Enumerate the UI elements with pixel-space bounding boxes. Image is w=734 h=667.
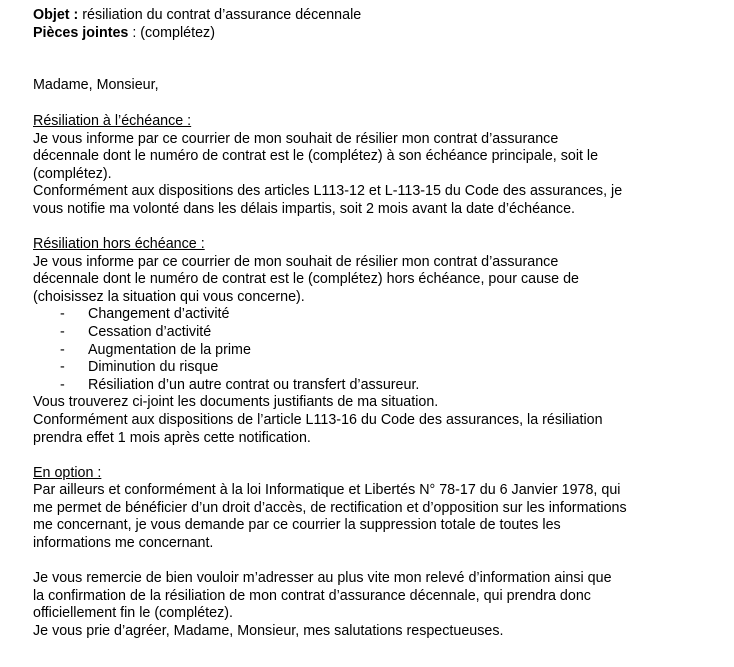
bullet-marker: - <box>60 342 65 358</box>
bullet-marker: - <box>60 324 65 340</box>
section-option-line: informations me concernant. <box>33 535 214 551</box>
closing-line: Je vous prie d’agréer, Madame, Monsieur, mes salutations respectueuses. <box>33 623 504 639</box>
closing-line: la confirmation de la résiliation de mon contrat d’assurance décennale, qui prendra donc <box>33 588 591 604</box>
bullet-item: Résiliation d’un autre contrat ou transfert d’assureur. <box>88 377 420 393</box>
section-option-line: me permet de bénéficier d’un droit d’accès, de rectification et d’opposition sur les informations <box>33 500 627 516</box>
bullet-item: Cessation d’activité <box>88 324 212 340</box>
section-echeance-line: (complétez). <box>33 166 112 182</box>
pieces-jointes-label: Pièces jointes <box>33 25 129 41</box>
section-option-title: En option : <box>33 465 102 481</box>
section-hors-echeance-line: décennale dont le numéro de contrat est le (complétez) hors échéance, pour cause de <box>33 271 579 287</box>
section-option-line: Par ailleurs et conformément à la loi Informatique et Libertés N° 78-17 du 6 Janvier 1978, qui <box>33 482 621 498</box>
closing-line: officiellement fin le (complétez). <box>33 605 233 621</box>
bullet-marker: - <box>60 359 65 375</box>
section-hors-echeance-line: Vous trouverez ci-joint les documents justifiants de ma situation. <box>33 394 439 410</box>
section-hors-echeance-title: Résiliation hors échéance : <box>33 236 205 252</box>
section-hors-echeance-line: (choisissez la situation qui vous concerne). <box>33 289 305 305</box>
section-echeance-line: décennale dont le numéro de contrat est le (complétez) à son échéance principale, soit le <box>33 148 599 164</box>
bullet-item: Augmentation de la prime <box>88 342 251 358</box>
section-hors-echeance-line: prendra effet 1 mois après cette notification. <box>33 430 311 446</box>
salutation: Madame, Monsieur, <box>33 77 159 93</box>
section-hors-echeance-line: Je vous informe par ce courrier de mon souhait de résilier mon contrat d’assurance <box>33 254 559 270</box>
pieces-jointes-line <box>33 25 215 43</box>
objet-line <box>33 7 361 25</box>
section-echeance-line: Conformément aux dispositions des articles L113-12 et L-113-15 du Code des assurances, je <box>33 183 623 199</box>
bullet-item: Changement d’activité <box>88 306 230 322</box>
closing-line: Je vous remercie de bien vouloir m’adresser au plus vite mon relevé d’information ainsi que <box>33 570 612 586</box>
section-echeance-line: Je vous informe par ce courrier de mon souhait de résilier mon contrat d’assurance <box>33 131 559 147</box>
section-option-line: me concernant, je vous demande par ce courrier la suppression totale de toutes les <box>33 517 561 533</box>
bullet-marker: - <box>60 377 65 393</box>
section-echeance-title: Résiliation à l’échéance : <box>33 113 192 129</box>
bullet-item: Diminution du risque <box>88 359 219 375</box>
objet-label: Objet : <box>33 7 79 23</box>
section-hors-echeance-line: Conformément aux dispositions de l’article L113-16 du Code des assurances, la résiliation <box>33 412 603 428</box>
section-echeance-line: vous notifie ma volonté dans les délais impartis, soit 2 mois avant la date d’échéance. <box>33 201 575 217</box>
bullet-marker: - <box>60 306 65 322</box>
pieces-jointes-value: : (complétez) <box>128 25 215 41</box>
objet-value: résiliation du contrat d’assurance décennale <box>78 7 362 23</box>
